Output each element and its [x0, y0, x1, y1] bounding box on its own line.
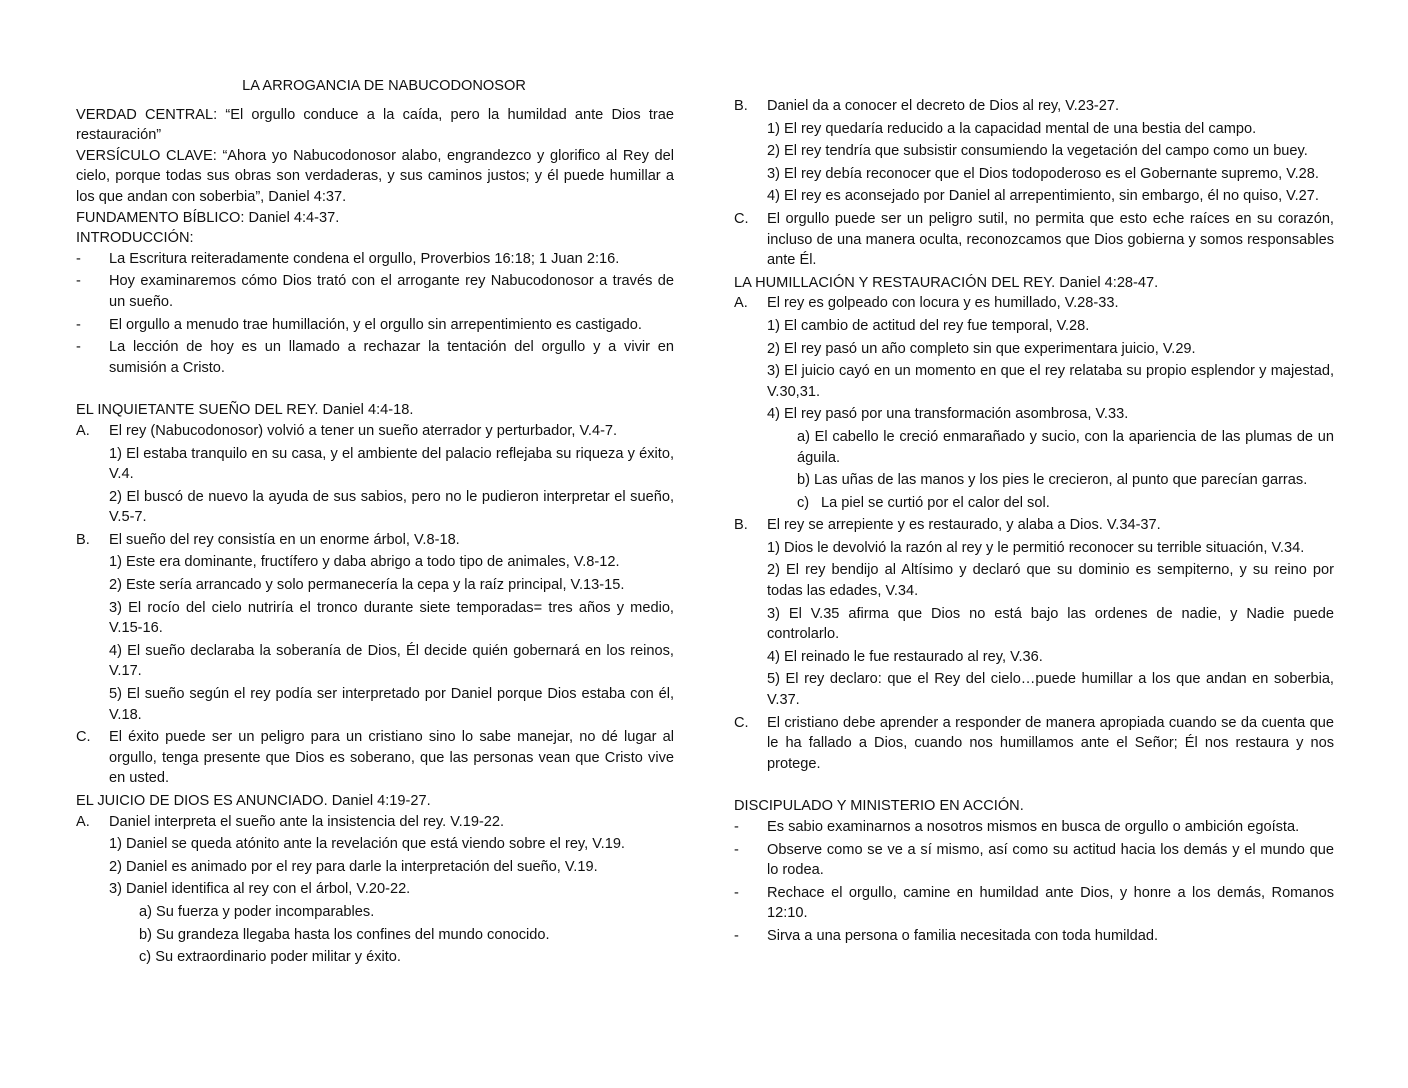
- list-item: C. El éxito puede ser un peligro para un cristiano sino lo sabe manejar, no dé lugar al orgullo, tenga presente que Dios es soberano, que las personas vean que Cristo vive en usted.: [76, 729, 674, 787]
- list-item: - La lección de hoy es un llamado a rechazar la tentación del orgullo y a vivir en sumisión a Cristo.: [76, 339, 674, 376]
- sub-sub-item: c) Su extraordinario poder militar y éxito.: [139, 949, 401, 966]
- sub-sub-item: a) Su fuerza y poder incomparables.: [139, 903, 375, 920]
- list-item: B. Daniel da a conocer el decreto de Dios al rey, V.23-27.: [734, 98, 1120, 114]
- section-heading: EL INQUIETANTE SUEÑO DEL REY. Daniel 4:4-18.: [76, 402, 414, 419]
- sub-item: 2) El buscó de nuevo la ayuda de sus sabios, pero no le pudieron interpretar el sueño, V.5-7.: [109, 488, 674, 526]
- sub-item: 1) El rey quedaría reducido a la capacidad mental de una bestia del campo.: [767, 120, 1257, 137]
- sub-item: 2) Daniel es animado por el rey para darle la interpretación del sueño, V.19.: [109, 858, 598, 875]
- sub-item: 4) El sueño declaraba la soberanía de Dios, Él decide quién gobernará en los reinos, V.17.: [109, 642, 674, 680]
- sub-item: 2) El rey pasó un año completo sin que experimentara juicio, V.29.: [767, 340, 1196, 357]
- list-item: A. El rey (Nabucodonosor) volvió a tener un sueño aterrador y perturbador, V.4-7.: [76, 422, 618, 439]
- sub-item: 3) El rocío del cielo nutriría el tronco durante siete temporadas= tres años y medio, V.15-16.: [109, 599, 674, 637]
- list-item: C. El orgullo puede ser un peligro sutil, no permita que esto eche raíces en su corazón, incluso de una manera oculta, reconozcamos que Dios gobierna y somos responsables ante Él.: [734, 210, 1334, 269]
- list-item: - Hoy examinaremos cómo Dios trató con el arrogante rey Nabucodonosor a través de un sueño.: [76, 273, 674, 310]
- section-heading: LA HUMILLACIÓN Y RESTAURACIÓN DEL REY. Daniel 4:28-47.: [734, 274, 1159, 291]
- list-item: - Sirva a una persona o familia necesitada con toda humildad.: [734, 927, 1159, 944]
- list-item: B. El rey se arrepiente y es restaurado, y alaba a Dios. V.34-37.: [734, 517, 1161, 534]
- sub-item: 1) Daniel se queda atónito ante la revelación que está viendo sobre el rey, V.19.: [109, 836, 625, 853]
- list-item: A. Daniel interpreta el sueño ante la insistencia del rey. V.19-22.: [76, 813, 505, 830]
- sub-item: 1) Este era dominante, fructífero y daba abrigo a todo tipo de animales, V.8-12.: [109, 554, 620, 571]
- sub-item: 4) El rey es aconsejado por Daniel al arrepentimiento, sin embargo, él no quiso, V.27.: [767, 188, 1319, 205]
- central-truth: VERDAD CENTRAL: “El orgullo conduce a la caída, pero la humildad ante Dios trae restauración”: [76, 106, 674, 144]
- list-item: - El orgullo a menudo trae humillación, y el orgullo sin arrepentimiento es castigado.: [76, 316, 642, 333]
- sub-item: 4) El reinado le fue restaurado al rey, V.36.: [767, 648, 1043, 665]
- sub-item: 1) El cambio de actitud del rey fue temporal, V.28.: [767, 317, 1090, 334]
- sub-item: 5) El rey declaro: que el Rey del cielo…puede humillar a los que andan en soberbia, V.37.: [767, 671, 1334, 709]
- section-heading: DISCIPULADO Y MINISTERIO EN ACCIÓN.: [734, 798, 1024, 815]
- sub-item: 2) El rey bendijo al Altísimo y declaró que su dominio es sempiterno, y su reino por todas las edades, V.34.: [767, 562, 1334, 600]
- list-item: - Es sabio examinarnos a nosotros mismos en busca de orgullo o ambición egoísta.: [734, 819, 1300, 835]
- section-heading: EL JUICIO DE DIOS ES ANUNCIADO. Daniel 4:19-27.: [76, 793, 431, 809]
- sub-item: 2) El rey tendría que subsistir consumiendo la vegetación del campo como un buey.: [767, 143, 1308, 160]
- sub-item: 1) Dios le devolvió la razón al rey y le permitió reconocer su terrible situación, V.34.: [767, 539, 1305, 556]
- sub-item: 3) El juicio cayó en un momento en que el rey relataba su propio esplendor y majestad, V.30,31.: [767, 363, 1334, 400]
- sub-sub-item: a) El cabello le creció enmarañado y sucio, con la apariencia de las plumas de un águila.: [797, 428, 1334, 466]
- right-column: [734, 96, 1334, 949]
- sub-item: 4) El rey pasó por una transformación asombrosa, V.33.: [767, 406, 1129, 423]
- biblical-foundation: FUNDAMENTO BÍBLICO: Daniel 4:4-37.: [76, 209, 340, 226]
- key-verse: VERSÍCULO CLAVE: “Ahora yo Nabucodonosor alabo, engrandezco y glorifico al Rey del cielo, porque todas sus obras son verdaderas, y sus caminos justos; y él puede humillar a los que andan con soberbia”, Daniel 4:37.: [76, 147, 674, 205]
- sub-item: 3) El V.35 afirma que Dios no está bajo las ordenes de nadie, y Nadie puede controlarlo.: [767, 605, 1334, 643]
- sub-sub-item: c) La piel se curtió por el calor del sol.: [797, 494, 1050, 511]
- sub-item: 3) El rey debía reconocer que el Dios todopoderoso es el Gobernante supremo, V.28.: [767, 165, 1319, 182]
- sub-item: 3) Daniel identifica al rey con el árbol, V.20-22.: [109, 881, 411, 898]
- list-item: A. El rey es golpeado con locura y es humillado, V.28-33.: [734, 295, 1119, 312]
- list-item: - Rechace el orgullo, camine en humildad ante Dios, y honre a los demás, Romanos 12:10.: [734, 884, 1334, 922]
- sub-item: 2) Este sería arrancado y solo permanecería la cepa y la raíz principal, V.13-15.: [109, 577, 625, 594]
- list-item: - Observe como se ve a sí mismo, así como su actitud hacia los demás y el mundo que lo rodea.: [734, 841, 1334, 879]
- sub-item: 1) El estaba tranquilo en su casa, y el ambiente del palacio reflejaba su riqueza y éxito, V.4.: [109, 445, 674, 483]
- list-item: C. El cristiano debe aprender a responder de manera apropiada cuando se da cuenta que le ha fallado a Dios, cuando nos humillamos ante el Señor; Él nos restaura y nos protege.: [734, 714, 1334, 772]
- sub-sub-item: b) Su grandeza llegaba hasta los confines del mundo conocido.: [139, 926, 550, 943]
- intro-heading: INTRODUCCIÓN:: [76, 230, 194, 247]
- sub-sub-item: b) Las uñas de las manos y los pies le crecieron, al punto que parecían garras.: [797, 472, 1308, 489]
- left-column: [76, 0, 674, 970]
- list-item: B. El sueño del rey consistía en un enorme árbol, V.8-18.: [76, 531, 460, 548]
- sub-item: 5) El sueño según el rey podía ser interpretado por Daniel porque Dios estaba con él, V.18.: [109, 686, 674, 723]
- list-item: - La Escritura reiteradamente condena el orgullo, Proverbios 16:18; 1 Juan 2:16.: [76, 250, 620, 267]
- document-title: LA ARROGANCIA DE NABUCODONOSOR: [242, 78, 526, 94]
